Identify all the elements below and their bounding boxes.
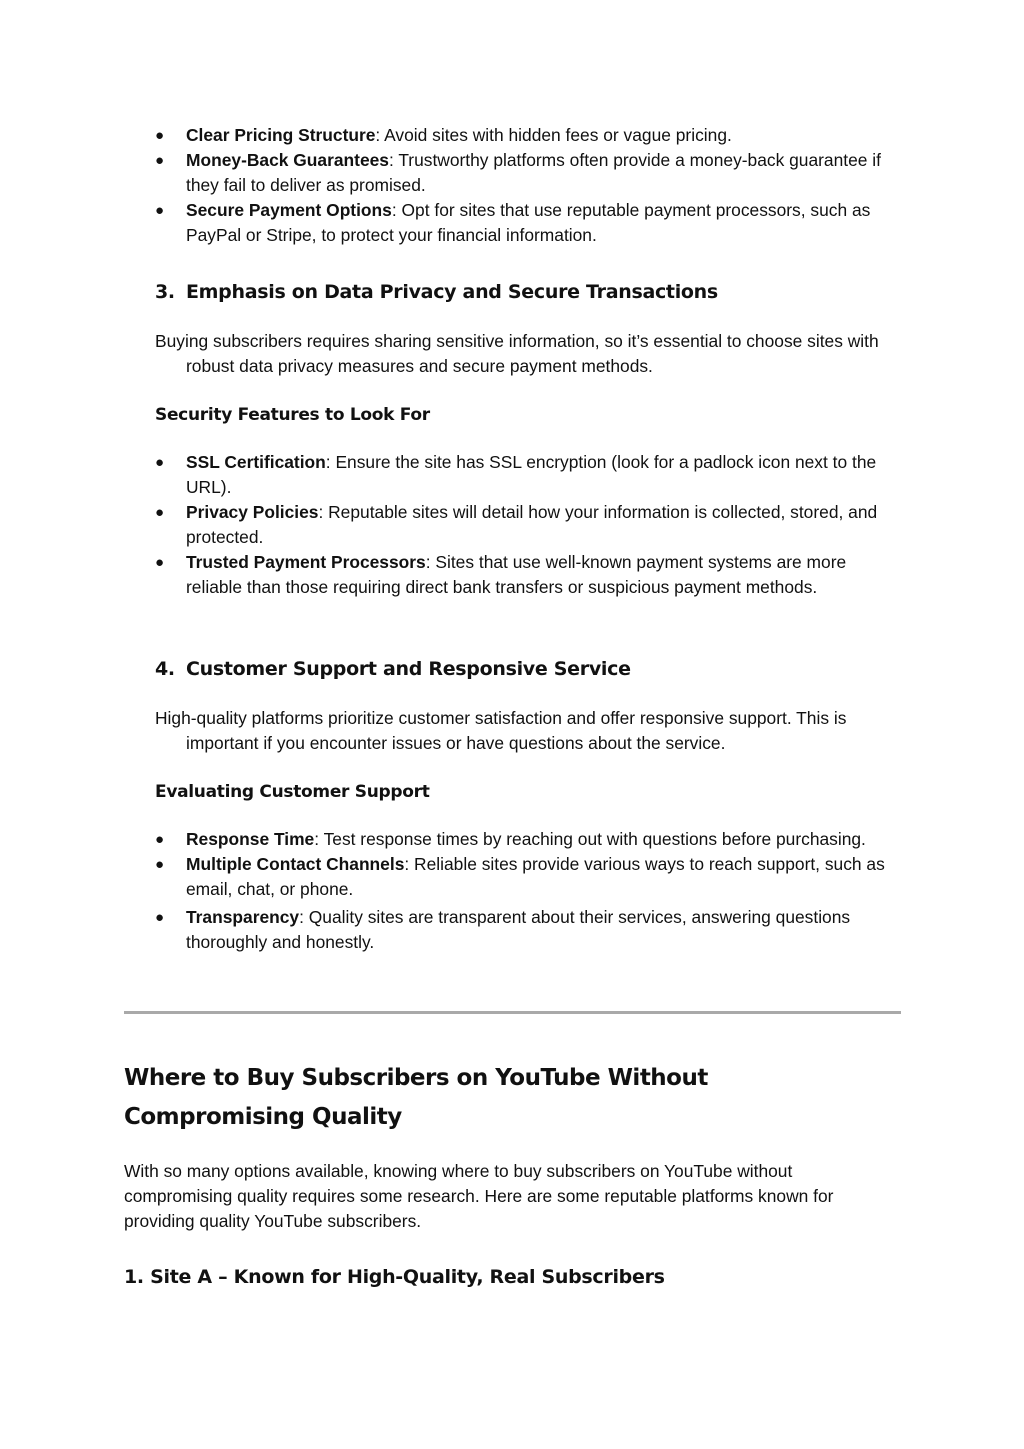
- list-item-title: Trusted Payment Processors: [186, 552, 426, 572]
- where-to-buy-paragraph-block: [124, 1159, 899, 1234]
- list-item-text: : Opt for sites that use reputable payment processors, such as PayPal or Stripe, to protect your financial information.: [186, 200, 871, 245]
- list-item: [155, 148, 895, 198]
- list-item-title: Money-Back Guarantees: [186, 150, 389, 170]
- list-item-title: Privacy Policies: [186, 502, 319, 522]
- section-title: Emphasis on Data Privacy and Secure Transactions: [186, 281, 718, 303]
- section-4-paragraph-block: [155, 706, 895, 756]
- list-item: [155, 198, 895, 248]
- list-item-title: Transparency: [186, 907, 300, 927]
- list-item: [155, 500, 895, 550]
- customer-support-subheading: Evaluating Customer Support: [155, 782, 430, 802]
- list-item-text: : Trustworthy platforms often provide a money-back guarantee if they fail to deliver as promised.: [186, 150, 881, 195]
- where-to-buy-heading-block: [124, 1059, 884, 1137]
- list-item: [155, 450, 895, 500]
- section-number: 3.: [155, 281, 175, 303]
- bullet-icon: ●: [155, 831, 165, 848]
- section-4-paragraph: High-quality platforms prioritize customer satisfaction and offer responsive support. This is important if you encounter issues or have questions about the service.: [155, 708, 847, 753]
- section-number: 4.: [155, 658, 175, 680]
- section-3-heading-block: [155, 279, 895, 305]
- section-divider: [124, 1011, 901, 1014]
- section-4-heading-block: [155, 656, 895, 682]
- bullet-icon: ●: [155, 554, 165, 571]
- list-item-title: Multiple Contact Channels: [186, 854, 405, 874]
- section-3-paragraph: Buying subscribers requires sharing sensitive information, so it’s essential to choose sites with robust data privacy measures and secure payment methods.: [155, 331, 879, 376]
- bullet-icon: ●: [155, 856, 165, 873]
- section-3-heading: [155, 279, 895, 305]
- bullet-icon: ●: [155, 909, 165, 926]
- site-a-heading: 1. Site A – Known for High-Quality, Real Subscribers: [124, 1266, 665, 1288]
- bullet-icon: ●: [155, 504, 165, 521]
- list-item-text: : Sites that use well-known payment systems are more reliable than those requiring direct bank transfers or suspicious payment methods.: [186, 552, 847, 597]
- customer-support-subheading-block: [155, 780, 895, 804]
- pricing-list: [155, 123, 895, 248]
- list-item-title: Response Time: [186, 829, 315, 849]
- list-item-title: Secure Payment Options: [186, 200, 392, 220]
- list-item-text: : Reliable sites provide various ways to reach support, such as email, chat, or phone.: [186, 854, 885, 899]
- bullet-icon: ●: [155, 202, 165, 219]
- list-item: [155, 852, 895, 902]
- bullet-icon: ●: [155, 152, 165, 169]
- list-item-text: : Ensure the site has SSL encryption (look for a padlock icon next to the URL).: [186, 452, 877, 497]
- list-item-text: : Test response times by reaching out with questions before purchasing.: [314, 829, 866, 849]
- list-item: [155, 123, 895, 148]
- customer-support-list-block: [155, 827, 895, 955]
- list-item-title: SSL Certification: [186, 452, 326, 472]
- pricing-list-block: [155, 123, 895, 248]
- list-item-text: : Quality sites are transparent about their services, answering questions thoroughly and honestly.: [186, 907, 851, 952]
- security-features-subheading-block: [155, 403, 895, 427]
- list-item-text: : Avoid sites with hidden fees or vague pricing.: [375, 125, 732, 145]
- list-item-text: : Reputable sites will detail how your information is collected, stored, and protected.: [186, 502, 878, 547]
- where-to-buy-paragraph: With so many options available, knowing where to buy subscribers on YouTube without compromising quality requires some research. Here are some reputable platforms known for providing quality YouTube subscribers.: [124, 1161, 834, 1231]
- customer-support-list: [155, 827, 895, 955]
- security-features-subheading: Security Features to Look For: [155, 405, 430, 425]
- site-a-heading-block: [124, 1264, 884, 1290]
- security-features-list: [155, 450, 895, 600]
- list-item: [155, 905, 895, 955]
- list-item: [155, 550, 895, 600]
- where-to-buy-heading: Where to Buy Subscribers on YouTube Without Compromising Quality: [124, 1065, 708, 1130]
- list-item: [155, 827, 895, 852]
- bullet-icon: ●: [155, 127, 165, 144]
- section-4-heading: [155, 656, 895, 682]
- section-title: Customer Support and Responsive Service: [186, 658, 631, 680]
- security-features-list-block: [155, 450, 895, 600]
- bullet-icon: ●: [155, 454, 165, 471]
- list-item-title: Clear Pricing Structure: [186, 125, 376, 145]
- section-3-paragraph-block: [155, 329, 895, 379]
